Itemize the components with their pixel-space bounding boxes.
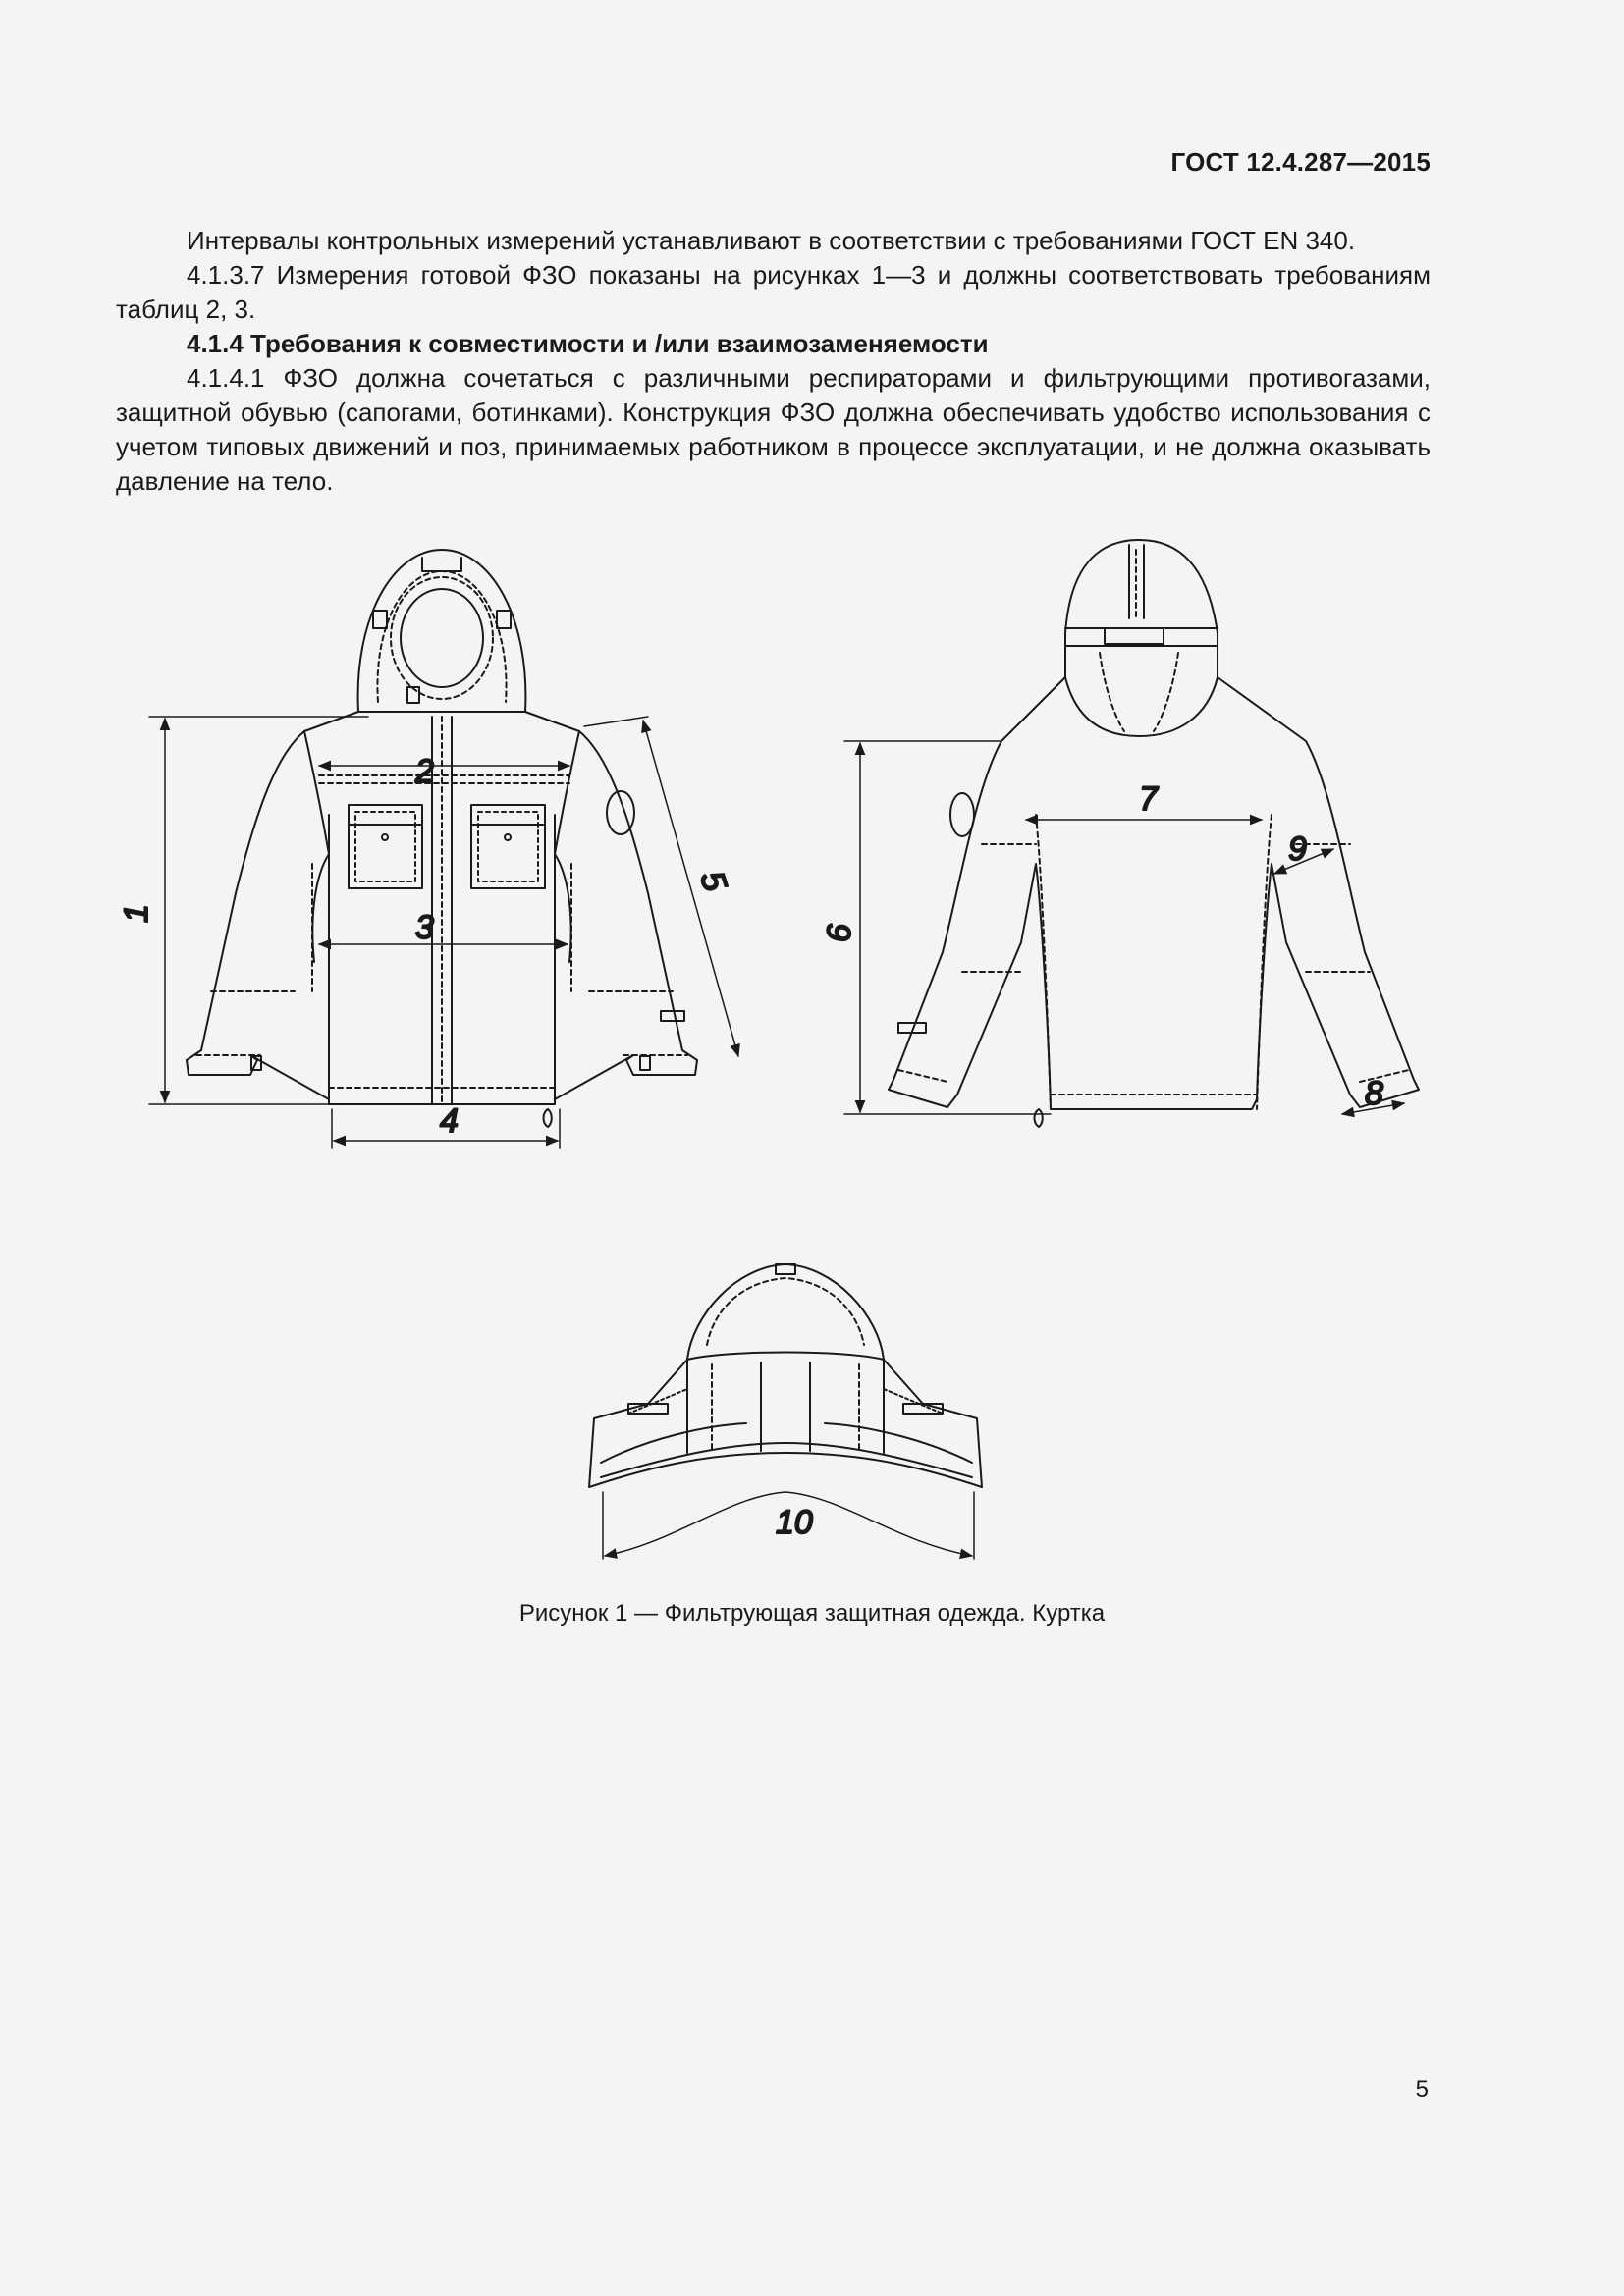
- body-text: [116, 224, 1431, 499]
- section-heading-4-1-4: 4.1.4 Требования к совместимости и /или взаимозаменяемости: [187, 329, 989, 358]
- measure-label-3: 3: [415, 909, 434, 946]
- figure-caption: Рисунок 1 — Фильтрующая защитная одежда. Куртка: [518, 1600, 1106, 1627]
- front-dimensions: [149, 717, 738, 1148]
- front-view: [187, 550, 697, 1127]
- measure-label-1: 1: [118, 904, 155, 923]
- measure-label-9: 9: [1288, 830, 1307, 868]
- measure-label-4: 4: [440, 1102, 459, 1140]
- measure-label-2: 2: [415, 753, 434, 790]
- document-header: ГОСТ 12.4.287—2015: [1170, 147, 1431, 177]
- measure-label-5: 5: [692, 866, 734, 896]
- measure-label-8: 8: [1365, 1075, 1383, 1112]
- jacket-drawing: [0, 520, 1624, 1629]
- back-view: [889, 540, 1419, 1127]
- paragraph-intervals: Интервалы контрольных измерений устанавливают в соответствии с требованиями ГОСТ EN 340.: [187, 226, 1356, 255]
- back-dimensions: [844, 741, 1404, 1114]
- hood-detail-view: [589, 1264, 982, 1487]
- figure-jacket: [0, 520, 1624, 1629]
- paragraph-4-1-4-1: 4.1.4.1 ФЗО должна сочетаться с различными респираторами и фильтрующими противогазами, защитной обувью (сапогами, ботинками). Конструкция ФЗО должна обеспечивать удобство использования с учетом типовых движений и поз, принимаемых работником в процессе эксплуатации, и не должна оказывать давление на тело.: [116, 363, 1431, 496]
- measure-label-7: 7: [1139, 780, 1158, 818]
- measure-label-6: 6: [821, 924, 858, 942]
- paragraph-4-1-3-7: 4.1.3.7 Измерения готовой ФЗО показаны на рисунках 1—3 и должны соответствовать требованиям таблиц 2, 3.: [116, 260, 1431, 324]
- page-number: 5: [1415, 2076, 1429, 2103]
- measure-label-10: 10: [776, 1504, 813, 1541]
